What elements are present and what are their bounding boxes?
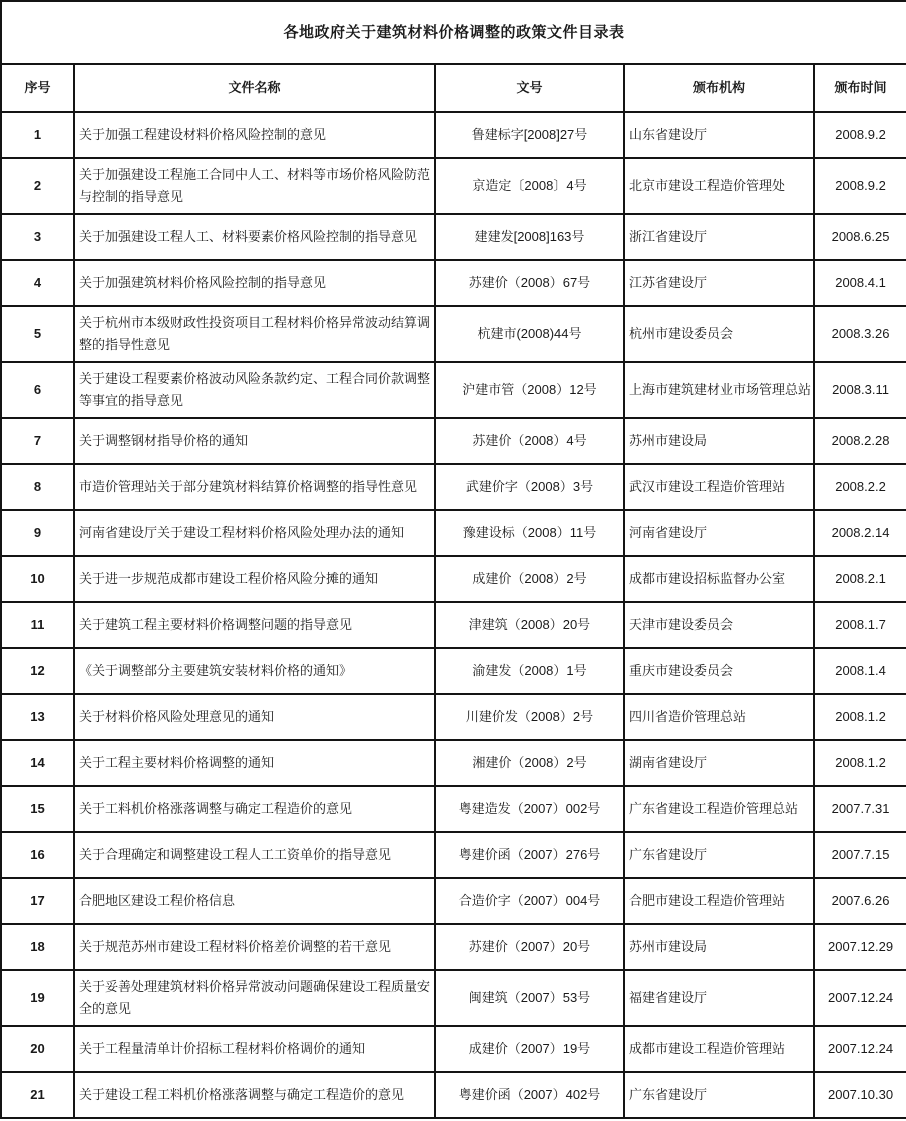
cell-seq: 18 — [1, 924, 74, 970]
cell-seq: 2 — [1, 158, 74, 214]
column-header-agency: 颁布机构 — [624, 64, 814, 112]
cell-agency: 苏州市建设局 — [624, 418, 814, 464]
cell-doc-name: 市造价管理站关于部分建筑材料结算价格调整的指导性意见 — [74, 464, 435, 510]
cell-seq: 8 — [1, 464, 74, 510]
cell-date: 2008.1.4 — [814, 648, 906, 694]
cell-doc-number: 津建筑（2008）20号 — [435, 602, 624, 648]
cell-doc-number: 渝建发（2008）1号 — [435, 648, 624, 694]
cell-doc-number: 成建价（2007）19号 — [435, 1026, 624, 1072]
table-row — [1, 214, 906, 260]
cell-agency: 合肥市建设工程造价管理站 — [624, 878, 814, 924]
cell-doc-number: 湘建价（2008）2号 — [435, 740, 624, 786]
table-row — [1, 464, 906, 510]
cell-seq: 11 — [1, 602, 74, 648]
table-row — [1, 694, 906, 740]
column-header-seq: 序号 — [1, 64, 74, 112]
cell-doc-name: 关于材料价格风险处理意见的通知 — [74, 694, 435, 740]
table-row — [1, 740, 906, 786]
cell-agency: 苏州市建设局 — [624, 924, 814, 970]
cell-date: 2008.3.26 — [814, 306, 906, 362]
cell-agency: 广东省建设厅 — [624, 832, 814, 878]
cell-seq: 6 — [1, 362, 74, 418]
table-row — [1, 1072, 906, 1118]
cell-doc-number: 苏建价（2008）67号 — [435, 260, 624, 306]
cell-agency: 广东省建设工程造价管理总站 — [624, 786, 814, 832]
cell-doc-name: 关于加强建筑材料价格风险控制的指导意见 — [74, 260, 435, 306]
table-row — [1, 602, 906, 648]
cell-seq: 7 — [1, 418, 74, 464]
cell-doc-name: 关于加强建设工程施工合同中人工、材料等市场价格风险防范与控制的指导意见 — [74, 158, 435, 214]
table-row — [1, 362, 906, 418]
cell-agency: 杭州市建设委员会 — [624, 306, 814, 362]
cell-doc-name: 关于杭州市本级财政性投资项目工程材料价格异常波动结算调整的指导性意见 — [74, 306, 435, 362]
table-title-row — [1, 1, 906, 64]
cell-agency: 湖南省建设厅 — [624, 740, 814, 786]
cell-agency: 成都市建设招标监督办公室 — [624, 556, 814, 602]
cell-doc-number: 合造价字（2007）004号 — [435, 878, 624, 924]
cell-date: 2007.12.24 — [814, 970, 906, 1026]
cell-seq: 10 — [1, 556, 74, 602]
column-header-date: 颁布时间 — [814, 64, 906, 112]
cell-doc-number: 川建价发（2008）2号 — [435, 694, 624, 740]
cell-doc-name: 关于规范苏州市建设工程材料价格差价调整的若干意见 — [74, 924, 435, 970]
cell-seq: 4 — [1, 260, 74, 306]
cell-doc-name: 关于加强工程建设材料价格风险控制的意见 — [74, 112, 435, 158]
cell-doc-name: 关于加强建设工程人工、材料要素价格风险控制的指导意见 — [74, 214, 435, 260]
cell-date: 2008.2.1 — [814, 556, 906, 602]
cell-agency: 江苏省建设厅 — [624, 260, 814, 306]
cell-doc-number: 粤建造发（2007）002号 — [435, 786, 624, 832]
cell-seq: 16 — [1, 832, 74, 878]
cell-doc-name: 关于工程主要材料价格调整的通知 — [74, 740, 435, 786]
cell-doc-number: 粤建价函（2007）402号 — [435, 1072, 624, 1118]
table-row — [1, 1026, 906, 1072]
cell-doc-name: 《关于调整部分主要建筑安装材料价格的通知》 — [74, 648, 435, 694]
cell-date: 2007.7.31 — [814, 786, 906, 832]
table-row — [1, 306, 906, 362]
cell-doc-name: 关于建设工程要素价格波动风险条款约定、工程合同价款调整等事宜的指导意见 — [74, 362, 435, 418]
table-row — [1, 970, 906, 1026]
cell-date: 2008.9.2 — [814, 158, 906, 214]
cell-doc-number: 武建价字（2008）3号 — [435, 464, 624, 510]
cell-agency: 浙江省建设厅 — [624, 214, 814, 260]
cell-agency: 北京市建设工程造价管理处 — [624, 158, 814, 214]
table-body — [1, 112, 906, 1118]
cell-seq: 21 — [1, 1072, 74, 1118]
cell-seq: 1 — [1, 112, 74, 158]
cell-doc-name: 关于建设工程工料机价格涨落调整与确定工程造价的意见 — [74, 1072, 435, 1118]
cell-seq: 13 — [1, 694, 74, 740]
cell-date: 2008.2.28 — [814, 418, 906, 464]
cell-agency: 山东省建设厅 — [624, 112, 814, 158]
table-row — [1, 260, 906, 306]
table-row — [1, 510, 906, 556]
table-row — [1, 418, 906, 464]
cell-date: 2008.1.2 — [814, 740, 906, 786]
cell-seq: 15 — [1, 786, 74, 832]
cell-date: 2007.10.30 — [814, 1072, 906, 1118]
cell-date: 2008.2.2 — [814, 464, 906, 510]
cell-date: 2008.2.14 — [814, 510, 906, 556]
cell-doc-number: 鲁建标字[2008]27号 — [435, 112, 624, 158]
cell-date: 2007.12.24 — [814, 1026, 906, 1072]
cell-agency: 河南省建设厅 — [624, 510, 814, 556]
cell-agency: 天津市建设委员会 — [624, 602, 814, 648]
cell-date: 2008.1.2 — [814, 694, 906, 740]
table-row — [1, 832, 906, 878]
cell-doc-number: 闽建筑（2007）53号 — [435, 970, 624, 1026]
cell-doc-number: 苏建价（2008）4号 — [435, 418, 624, 464]
cell-doc-name: 关于进一步规范成都市建设工程价格风险分摊的通知 — [74, 556, 435, 602]
cell-doc-number: 京造定〔2008〕4号 — [435, 158, 624, 214]
cell-seq: 5 — [1, 306, 74, 362]
cell-doc-number: 豫建设标（2008）11号 — [435, 510, 624, 556]
table-header-row — [1, 64, 906, 112]
cell-date: 2008.4.1 — [814, 260, 906, 306]
cell-date: 2008.6.25 — [814, 214, 906, 260]
cell-doc-number: 成建价（2008）2号 — [435, 556, 624, 602]
cell-agency: 福建省建设厅 — [624, 970, 814, 1026]
column-header-doc-no: 文号 — [435, 64, 624, 112]
cell-date: 2007.12.29 — [814, 924, 906, 970]
cell-agency: 成都市建设工程造价管理站 — [624, 1026, 814, 1072]
cell-seq: 19 — [1, 970, 74, 1026]
table-row — [1, 112, 906, 158]
cell-seq: 20 — [1, 1026, 74, 1072]
cell-seq: 17 — [1, 878, 74, 924]
cell-doc-name: 关于调整钢材指导价格的通知 — [74, 418, 435, 464]
cell-doc-name: 合肥地区建设工程价格信息 — [74, 878, 435, 924]
cell-doc-name: 关于建筑工程主要材料价格调整问题的指导意见 — [74, 602, 435, 648]
cell-doc-name: 关于工料机价格涨落调整与确定工程造价的意见 — [74, 786, 435, 832]
cell-doc-number: 建建发[2008]163号 — [435, 214, 624, 260]
table-row — [1, 556, 906, 602]
cell-date: 2008.1.7 — [814, 602, 906, 648]
cell-date: 2008.9.2 — [814, 112, 906, 158]
cell-seq: 12 — [1, 648, 74, 694]
table-row — [1, 158, 906, 214]
cell-agency: 上海市建筑建材业市场管理总站 — [624, 362, 814, 418]
cell-agency: 重庆市建设委员会 — [624, 648, 814, 694]
cell-seq: 3 — [1, 214, 74, 260]
table-row — [1, 786, 906, 832]
cell-doc-number: 苏建价（2007）20号 — [435, 924, 624, 970]
cell-doc-number: 粤建价函（2007）276号 — [435, 832, 624, 878]
cell-agency: 四川省造价管理总站 — [624, 694, 814, 740]
cell-date: 2008.3.11 — [814, 362, 906, 418]
cell-seq: 14 — [1, 740, 74, 786]
cell-doc-name: 关于妥善处理建筑材料价格异常波动问题确保建设工程质量安全的意见 — [74, 970, 435, 1026]
cell-doc-name: 河南省建设厅关于建设工程材料价格风险处理办法的通知 — [74, 510, 435, 556]
cell-doc-name: 关于合理确定和调整建设工程人工工资单价的指导意见 — [74, 832, 435, 878]
cell-date: 2007.7.15 — [814, 832, 906, 878]
cell-agency: 武汉市建设工程造价管理站 — [624, 464, 814, 510]
cell-agency: 广东省建设厅 — [624, 1072, 814, 1118]
table-row — [1, 924, 906, 970]
column-header-name: 文件名称 — [74, 64, 435, 112]
cell-seq: 9 — [1, 510, 74, 556]
cell-doc-name: 关于工程量清单计价招标工程材料价格调价的通知 — [74, 1026, 435, 1072]
table-row — [1, 878, 906, 924]
table-title: 各地政府关于建筑材料价格调整的政策文件目录表 — [1, 1, 906, 64]
table-row — [1, 648, 906, 694]
cell-doc-number: 沪建市管（2008）12号 — [435, 362, 624, 418]
cell-date: 2007.6.26 — [814, 878, 906, 924]
cell-doc-number: 杭建市(2008)44号 — [435, 306, 624, 362]
